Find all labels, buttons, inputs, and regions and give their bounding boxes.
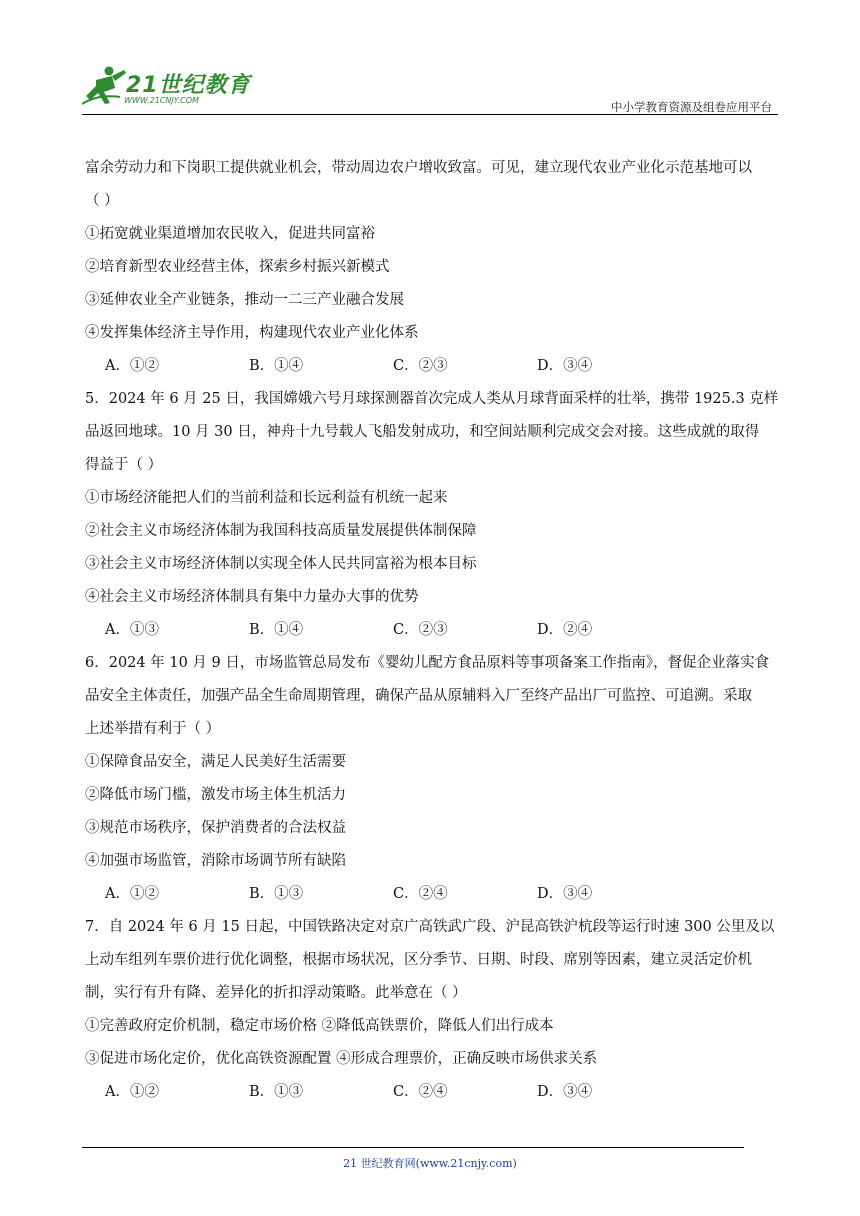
- question-6-options: [85, 883, 785, 905]
- question-4-options: [85, 355, 785, 377]
- option-d: D．②④: [537, 622, 593, 638]
- question-6-choice: ②降低市场门槛，激发市场主体生机活力: [85, 787, 346, 803]
- option-a: A．①②: [105, 358, 159, 374]
- question-4-choice: ②培育新型农业经营主体，探索乡村振兴新模式: [85, 259, 390, 275]
- question-6-choice: ③规范市场秩序，保护消费者的合法权益: [85, 820, 346, 836]
- page-header: [82, 62, 778, 114]
- question-7-choice: ①完善政府定价机制，稳定市场价格 ②降低高铁票价，降低人们出行成本: [85, 1018, 554, 1034]
- question-4-stem-line: 富余劳动力和下岗职工提供就业机会，带动周边农户增收致富。可见，建立现代农业产业化示范基地可以: [85, 160, 752, 176]
- platform-name: 中小学教育资源及组卷应用平台: [611, 100, 772, 114]
- question-4-choice: ④发挥集体经济主导作用，构建现代农业产业化体系: [85, 325, 419, 341]
- option-a: A．①②: [105, 1084, 159, 1100]
- running-man-icon: [82, 64, 128, 106]
- option-c: C．②④: [393, 886, 448, 902]
- question-5-choice: ③社会主义市场经济体制以实现全体人民共同富裕为根本目标: [85, 556, 477, 572]
- question-7-stem-line: 制，实行有升有降、差异化的折扣浮动策略。此举意在（ ）: [85, 985, 467, 1001]
- question-6-block: [85, 652, 785, 905]
- option-c: C．②③: [393, 622, 448, 638]
- question-4-choice: ③延伸农业全产业链条，推动一二三产业融合发展: [85, 292, 404, 308]
- site-logo[interactable]: [82, 62, 272, 110]
- question-7-block: [85, 916, 785, 1103]
- footer-link[interactable]: 21 世纪教育网(www.21cnjy.com): [343, 1157, 517, 1170]
- question-5-block: [85, 388, 785, 641]
- header-divider: [82, 114, 778, 115]
- question-4-stem-line: （ ）: [85, 193, 119, 209]
- question-5-choice: ②社会主义市场经济体制为我国科技高质量发展提供体制保障: [85, 523, 477, 539]
- option-d: D．③④: [537, 358, 593, 374]
- question-6-stem-line: 上述举措有利于（ ）: [85, 721, 221, 737]
- option-c: C．②④: [393, 1084, 448, 1100]
- question-5-stem-line: 得益于（ ）: [85, 457, 163, 473]
- question-7-choice: ③促进市场化定价，优化高铁资源配置 ④形成合理票价，正确反映市场供求关系: [85, 1051, 598, 1067]
- question-4-choice: ①拓宽就业渠道增加农民收入，促进共同富裕: [85, 226, 375, 242]
- question-6-choice: ④加强市场监管，消除市场调节所有缺陷: [85, 853, 346, 869]
- question-7-stem-line: 7．自 2024 年 6 月 15 日起，中国铁路决定对京广高铁武广段、沪昆高铁沪杭段等运行时速 300 公里及以: [85, 919, 775, 935]
- option-c: C．②③: [393, 358, 448, 374]
- question-5-stem-line: 品返回地球。10 月 30 日，神舟十九号载人飞船发射成功，和空间站顺利完成交会对接。这些成就的取得: [85, 424, 760, 440]
- question-7-stem-line: 上动车组列车票价进行优化调整，根据市场状况，区分季节、日期、时段、席别等因素，建立灵活定价机: [85, 952, 752, 968]
- option-b: B．①④: [249, 358, 304, 374]
- footer-divider: [82, 1147, 744, 1148]
- question-5-options: [85, 619, 785, 641]
- logo-url-text: WWW.21CNJY.COM: [124, 96, 199, 105]
- question-6-stem-line: 6．2024 年 10 月 9 日，市场监管总局发布《婴幼儿配方食品原料等事项备案工作指南》，督促企业落实食: [85, 655, 770, 671]
- option-a: A．①②: [105, 886, 159, 902]
- question-4-block: [85, 157, 785, 377]
- option-d: D．③④: [537, 1084, 593, 1100]
- option-b: B．①③: [249, 886, 304, 902]
- option-d: D．③④: [537, 886, 593, 902]
- option-b: B．①③: [249, 1084, 304, 1100]
- question-6-stem-line: 品安全主体责任，加强产品全生命周期管理，确保产品从原辅料入厂至终产品出厂可监控、可追溯。采取: [85, 688, 752, 704]
- question-5-stem-line: 5．2024 年 6 月 25 日，我国嫦娥六号月球探测器首次完成人类从月球背面采样的壮举，携带 1925.3 克样: [85, 391, 779, 407]
- option-b: B．①④: [249, 622, 304, 638]
- question-5-choice: ④社会主义市场经济体制具有集中力量办大事的优势: [85, 589, 419, 605]
- question-content: [85, 157, 785, 1114]
- logo-brand-text: 21世纪教育: [126, 73, 251, 98]
- question-5-choice: ①市场经济能把人们的当前利益和长远利益有机统一起来: [85, 490, 448, 506]
- question-7-options: [85, 1081, 785, 1103]
- question-6-choice: ①保障食品安全，满足人民美好生活需要: [85, 754, 346, 770]
- option-a: A．①③: [105, 622, 159, 638]
